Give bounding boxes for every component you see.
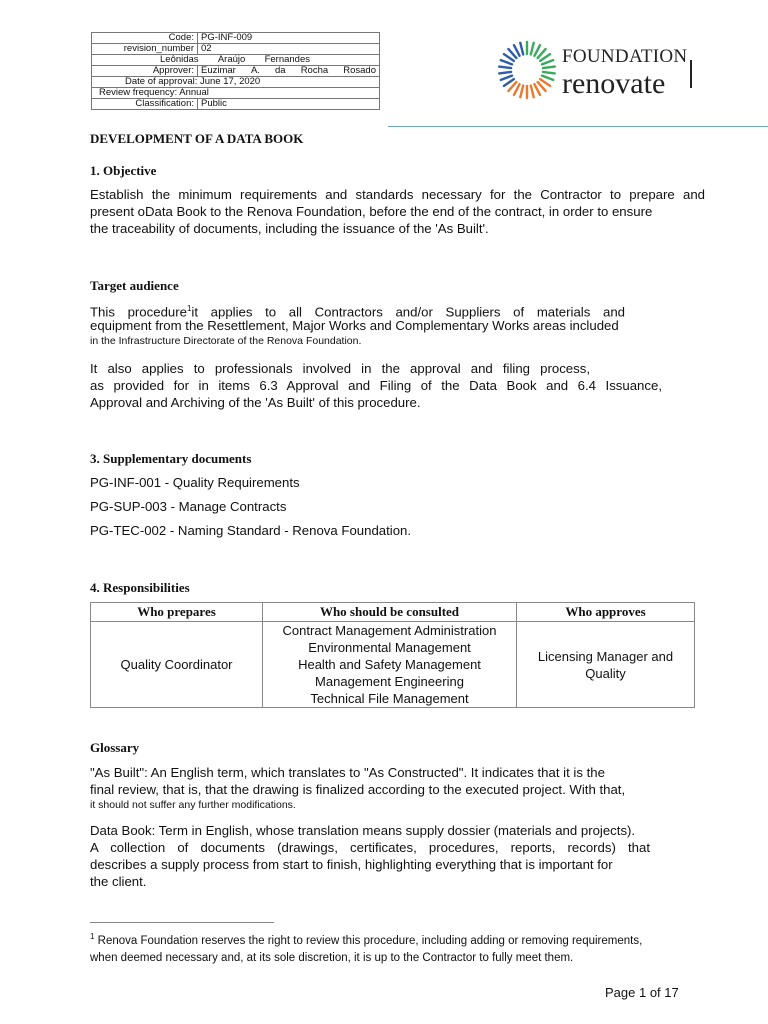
glossary-heading: Glossary	[90, 740, 140, 755]
author-row	[92, 55, 380, 66]
column-header: Who prepares	[91, 603, 263, 622]
logo-ray	[543, 67, 555, 68]
target-text: it applies to all Contractors and/or Suppliers of materials and	[191, 304, 625, 320]
approver-word: Rosado	[343, 65, 376, 76]
list-item: PG-SUP-003 - Manage Contracts	[90, 499, 287, 514]
glossary-line: the client.	[90, 874, 147, 889]
list-item: PG-TEC-002 - Naming Standard - Renova Foundation.	[90, 523, 412, 538]
logo-ray	[542, 76, 553, 80]
logo-renovate-text: renovate	[562, 67, 666, 100]
approver-label: Approver:	[92, 66, 198, 77]
approval-date: Date of approval: June 17, 2020	[92, 77, 380, 88]
column-header: Who approves	[517, 603, 695, 622]
glossary-line: describes a supply process from start to finish, highlighting everything that is important for	[90, 857, 613, 872]
footnote-line: when deemed necessary and, at its sole discretion, it is up to the Contractor to fully meet them.	[90, 951, 574, 964]
logo-ray	[514, 45, 520, 56]
supplementary-list	[90, 474, 705, 539]
logo-ray	[520, 86, 523, 98]
consulted-cell	[263, 622, 517, 708]
consulted-item: Management Engineering	[315, 674, 464, 689]
code-label: Code:	[92, 33, 198, 44]
consulted-item: Technical File Management	[310, 691, 469, 706]
consulted-item: Environmental Management	[308, 640, 471, 655]
revision-value: 02	[198, 44, 380, 55]
target-paragraph-1b	[90, 317, 705, 348]
target-paragraph-2	[90, 360, 705, 411]
target-line: Approval and Archiving of the 'As Built' of this procedure.	[90, 395, 421, 410]
approver-word: da	[275, 65, 286, 76]
objective-line: present oData Book to the Renova Foundation, before the end of the contract, in order to ensure	[90, 204, 653, 219]
consulted-item: Health and Safety Management	[298, 657, 481, 672]
logo-ray	[531, 86, 534, 98]
target-line: It also applies to professionals involved in the approval and filing process,	[90, 361, 590, 376]
glossary-paragraph-1	[90, 764, 705, 812]
supplementary-heading: 3. Supplementary documents	[90, 451, 252, 466]
logo-ray	[499, 72, 511, 73]
logo-ray	[501, 60, 512, 64]
objective-line: Establish the minimum requirements and standards necessary for the Contractor to prepare and	[90, 187, 705, 202]
author-word: Fernandes	[264, 54, 310, 65]
glossary-line: "As Built": An English term, which translates to "As Constructed". It indicates that it is the	[90, 765, 605, 780]
footnote-text: Renova Foundation reserves the right to review this procedure, including adding or removing requirements,	[97, 934, 643, 947]
logo-ray	[534, 84, 540, 95]
approver-value	[198, 66, 380, 77]
glossary-line: Data Book: Term in English, whose translation means supply dossier (materials and projects).	[90, 823, 636, 838]
page-number: Page 1 of 17	[605, 985, 679, 1000]
target-heading: Target audience	[90, 278, 179, 293]
responsibilities-table	[90, 602, 695, 708]
glossary-line: final review, that is, that the drawing is finalized according to the executed project. With that,	[90, 782, 626, 797]
glossary-line-small: it should not suffer any further modifications.	[90, 799, 296, 811]
review-frequency: Review frequency: Annual	[92, 88, 380, 99]
objective-paragraph	[90, 186, 705, 237]
logo-ray	[514, 84, 520, 95]
footnote-number: 1	[90, 932, 95, 941]
approver-line: Licensing Manager and	[537, 648, 674, 664]
footnote	[90, 928, 705, 967]
glossary-paragraph-2	[90, 822, 705, 890]
document-title: DEVELOPMENT OF A DATA BOOK	[90, 131, 304, 146]
approver-word: Euzimar	[201, 65, 236, 76]
objective-heading: 1. Objective	[90, 163, 157, 178]
glossary-line: A collection of documents (drawings, certificates, procedures, reports, records) that	[90, 840, 650, 855]
target-line: equipment from the Resettlement, Major Works and Complementary Works areas included	[90, 318, 619, 333]
logo-foundation-text: FOUNDATION	[562, 46, 688, 67]
revision-label: revision_number	[92, 44, 198, 55]
footnote-ref: 1	[186, 304, 192, 313]
logo-ray	[501, 76, 512, 80]
logo-divider	[690, 60, 692, 88]
consulted-item: Contract Management Administration	[282, 623, 497, 638]
objective-line: the traceability of documents, including the issuance of the 'As Built'.	[90, 221, 489, 236]
approver-line: Quality	[585, 665, 626, 681]
preparer-cell: Quality Coordinator	[91, 622, 263, 708]
code-value: PG-INF-009	[198, 33, 380, 44]
logo-ray	[534, 45, 540, 56]
author-word: Araújo	[217, 54, 246, 65]
author-word: Leônidas	[160, 54, 199, 65]
target-line: as provided for in items 6.3 Approval and Filing of the Data Book and 6.4 Issuance,	[90, 378, 662, 393]
header-rule	[388, 126, 768, 127]
classification-value: Public	[198, 99, 380, 110]
logo-ray	[531, 43, 534, 55]
logo-ray	[520, 43, 523, 55]
logo-ray	[499, 67, 511, 68]
target-line-small: in the Infrastructure Directorate of the Renova Foundation.	[90, 335, 362, 347]
list-item: PG-INF-001 - Quality Requirements	[90, 475, 300, 490]
document-info-table	[91, 32, 380, 110]
logo-ray	[543, 72, 555, 73]
logo-ray	[542, 60, 553, 64]
approver-word: Rocha	[300, 65, 329, 76]
responsibilities-heading: 4. Responsibilities	[90, 580, 190, 595]
target-text: This procedure	[90, 304, 187, 320]
classification-label: Classification:	[92, 99, 198, 110]
column-header: Who should be consulted	[263, 603, 517, 622]
approver-cell	[517, 622, 695, 708]
footnote-rule	[90, 922, 274, 923]
approver-word: A.	[250, 65, 260, 76]
footnote-line	[90, 928, 705, 950]
